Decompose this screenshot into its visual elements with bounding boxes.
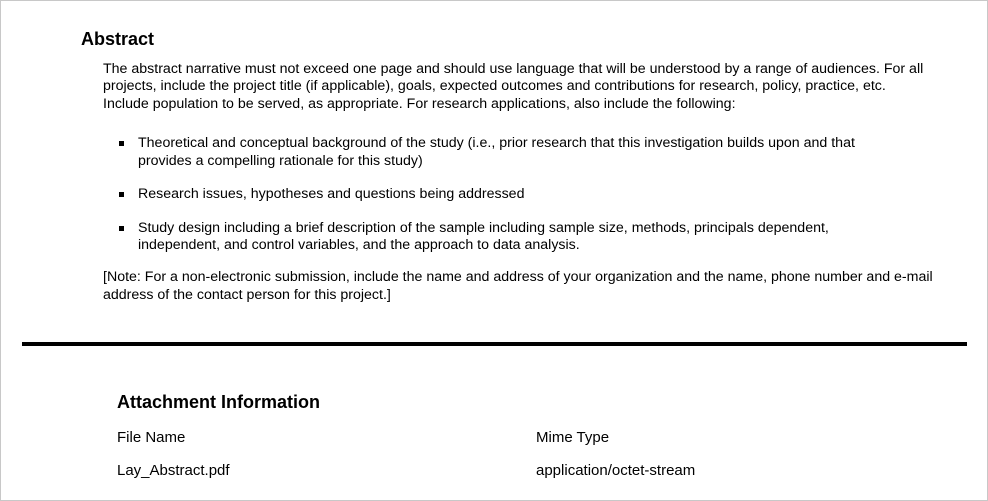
list-item [119, 135, 909, 170]
list-item-text: Research issues, hypotheses and questions being addressed [138, 186, 525, 202]
mime-type-cell: application/octet-stream [536, 462, 696, 479]
file-name-column-header: File Name [117, 429, 186, 446]
mime-type-column-header: Mime Type [536, 429, 610, 446]
section-divider [22, 342, 967, 346]
attachment-heading: Attachment Information [117, 392, 321, 412]
abstract-bullet-list [119, 135, 909, 271]
list-item [119, 220, 909, 255]
square-bullet-icon [119, 226, 124, 231]
abstract-heading: Abstract [81, 29, 155, 49]
abstract-note: [Note: For a non-electronic submission, include the name and address of your organization and the name, phone number and e-mail address of the contact person for this project.] [103, 269, 933, 303]
square-bullet-icon [119, 141, 124, 146]
list-item [119, 186, 909, 204]
list-item-text: Theoretical and conceptual background of the study (i.e., prior research that this investigation builds upon and that provides a compelling rationale for this study) [138, 135, 855, 169]
list-item-text: Study design including a brief description of the sample including sample size, methods, principals dependent, independent, and control variables, and the approach to data analysis. [138, 219, 829, 253]
file-name-cell: Lay_Abstract.pdf [117, 462, 230, 479]
square-bullet-icon [119, 192, 124, 197]
abstract-intro-paragraph: The abstract narrative must not exceed one page and should use language that will be understood by a range of audiences. For all projects, include the project title (if applicable), goals, expected outcomes and contributions for research, policy, practice, etc. Include population to be served, as appropriate. For research applications, also include the following: [103, 61, 924, 112]
